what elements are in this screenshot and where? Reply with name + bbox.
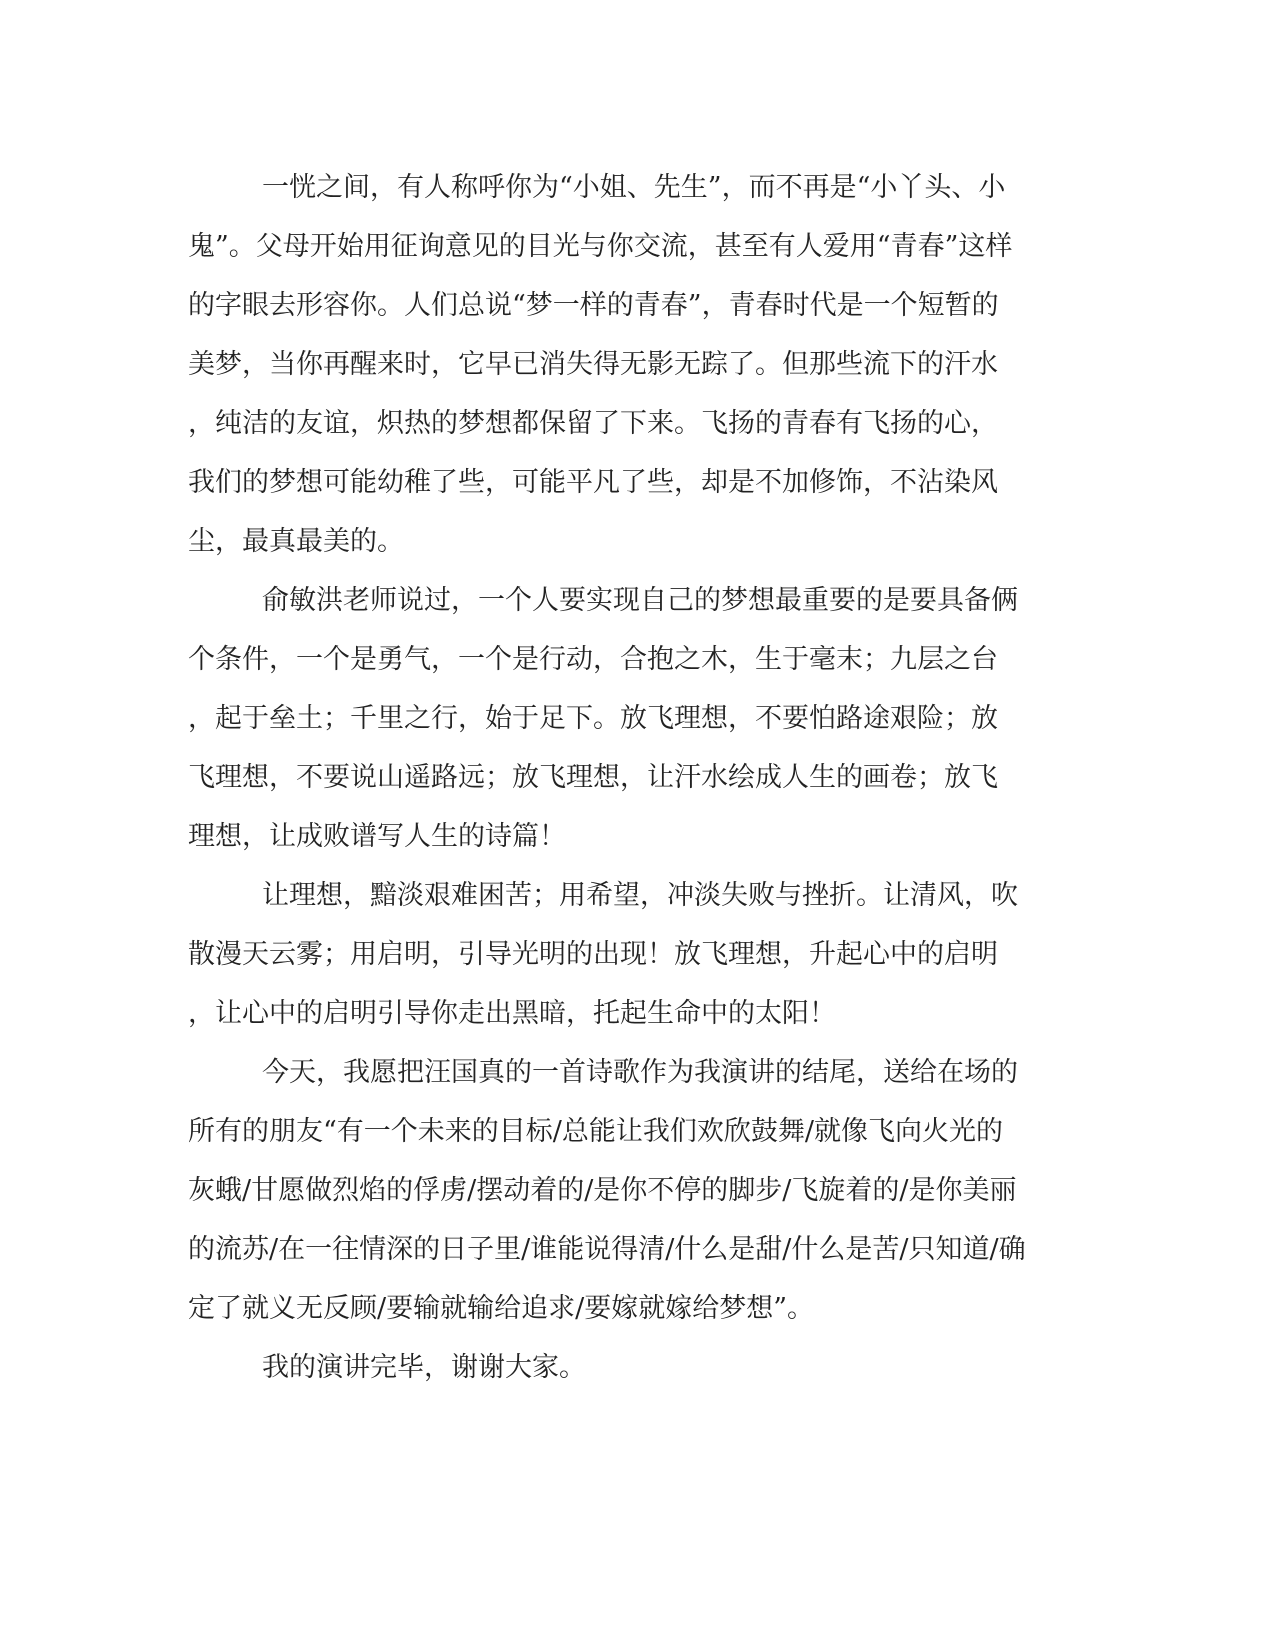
text-line: 散漫天云雾；用启明，引导光明的出现！放飞理想，升起心中的启明: [188, 939, 998, 970]
text-line: 美梦，当你再醒来时，它早已消失得无影无踪了。但那些流下的汗水: [188, 349, 998, 380]
paragraph-2: [188, 571, 1088, 866]
paragraph-1: [188, 158, 1088, 571]
text-line: 鬼”。父母开始用征询意见的目光与你交流，甚至有人爱用“青春”这样: [188, 231, 1013, 262]
paragraph-5: [188, 1338, 1088, 1397]
paragraph-3: [188, 866, 1088, 1043]
text-line: 飞理想，不要说山遥路远；放飞理想，让汗水绘成人生的画卷；放飞: [188, 762, 998, 793]
text-line: ，让心中的启明引导你走出黑暗，托起生命中的太阳！: [188, 998, 836, 1029]
text-line: 理想，让成败谱写人生的诗篇！: [188, 821, 566, 852]
paragraph-4: [188, 1043, 1088, 1338]
text-line: 的流苏/在一往情深的日子里/谁能说得清/什么是甜/什么是苦/只知道/确: [188, 1234, 1026, 1265]
text-line: 个条件，一个是勇气，一个是行动，合抱之木，生于毫末；九层之台: [188, 644, 998, 675]
document-body: [188, 158, 1088, 1397]
text-line: 今天，我愿把汪国真的一首诗歌作为我演讲的结尾，送给在场的: [262, 1057, 1018, 1088]
text-line: 所有的朋友“有一个未来的目标/总能让我们欢欣鼓舞/就像飞向火光的: [188, 1116, 1003, 1147]
text-line: 定了就义无反顾/要输就输给追求/要嫁就嫁给梦想”。: [188, 1293, 814, 1324]
text-line: ，起于垒土；千里之行，始于足下。放飞理想，不要怕路途艰险；放: [188, 703, 998, 734]
text-line: 灰蛾/甘愿做烈焰的俘虏/摆动着的/是你不停的脚步/飞旋着的/是你美丽: [188, 1175, 1017, 1206]
text-line: 我们的梦想可能幼稚了些，可能平凡了些，却是不加修饰，不沾染风: [188, 467, 998, 498]
text-line: 让理想，黯淡艰难困苦；用希望，冲淡失败与挫折。让清风，吹: [262, 880, 1018, 911]
text-line: 俞敏洪老师说过，一个人要实现自己的梦想最重要的是要具备俩: [262, 585, 1018, 616]
text-line: 我的演讲完毕，谢谢大家。: [262, 1352, 586, 1383]
text-line: 一恍之间，有人称呼你为“小姐、先生”，而不再是“小丫头、小: [262, 172, 1006, 203]
text-line: 尘，最真最美的。: [188, 526, 404, 557]
text-line: ，纯洁的友谊，炽热的梦想都保留了下来。飞扬的青春有飞扬的心，: [188, 408, 998, 439]
text-line: 的字眼去形容你。人们总说“梦一样的青春”，青春时代是一个短暂的: [188, 290, 999, 321]
